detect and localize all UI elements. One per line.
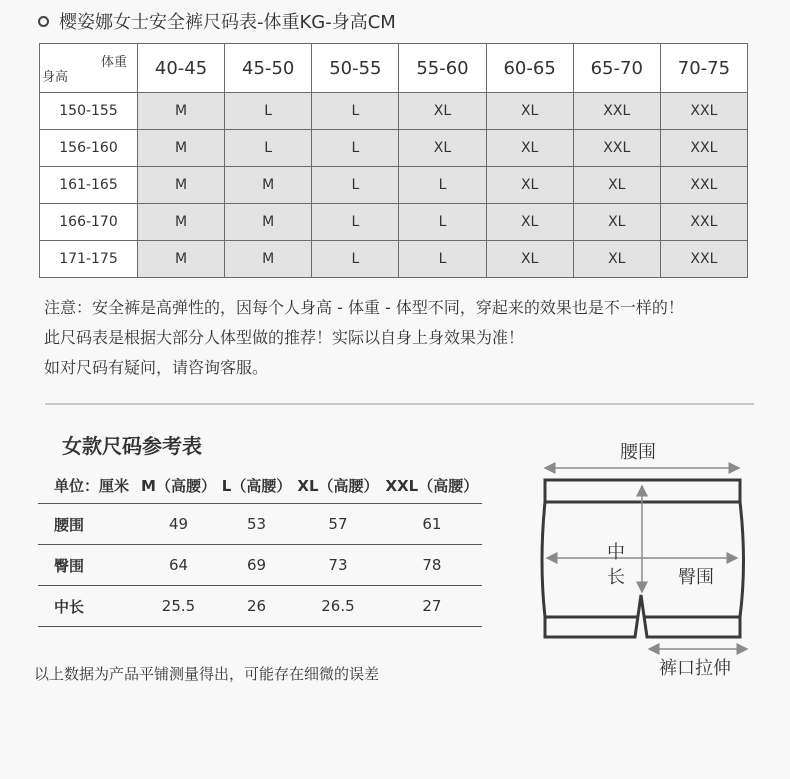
size-cell: M [225, 167, 312, 204]
size-cell: L [312, 130, 399, 167]
section-divider [45, 403, 754, 405]
size-cell: L [399, 167, 486, 204]
size-cell: L [399, 204, 486, 241]
measure-label: 臀围 [38, 545, 138, 586]
weight-header-label: 体重 [100, 55, 127, 70]
measure-value: 64 [138, 545, 219, 586]
table-row [40, 130, 748, 167]
note-line: 注意：安全裤是高弹性的，因每个人身高 - 体重 - 体型不同，穿起来的效果也是不一样的！ [44, 298, 684, 317]
measure-value: 57 [294, 504, 382, 545]
size-cell: XXL [573, 93, 660, 130]
measure-value: 73 [294, 545, 382, 586]
unit-label: 单位：厘米 [38, 467, 138, 504]
measure-value: 78 [382, 545, 482, 586]
size-cell: L [312, 93, 399, 130]
measure-value: 61 [382, 504, 482, 545]
weight-col-header: 55-60 [399, 44, 486, 93]
middle-length-label-2: 长 [607, 567, 625, 588]
note-line: 如对尺码有疑问，请咨询客服。 [44, 358, 269, 377]
height-row-header: 171-175 [40, 241, 138, 278]
size-cell: XXL [573, 130, 660, 167]
women-chart-title: 女款尺码参考表 [62, 434, 202, 458]
size-cell: XXL [660, 167, 747, 204]
size-cell: M [225, 204, 312, 241]
table-row [38, 586, 482, 627]
measure-value: 53 [219, 504, 294, 545]
size-cell: L [312, 204, 399, 241]
weight-col-header: 60-65 [486, 44, 573, 93]
size-cell: XL [399, 93, 486, 130]
weight-col-header: 45-50 [225, 44, 312, 93]
size-chart-table [39, 43, 748, 278]
size-cell: M [138, 204, 225, 241]
size-cell: XL [486, 241, 573, 278]
size-cell: M [138, 167, 225, 204]
size-cell: M [138, 130, 225, 167]
notes-block [44, 293, 684, 383]
height-row-header: 156-160 [40, 130, 138, 167]
corner-cell [40, 44, 138, 93]
table-row [38, 504, 482, 545]
note-line: 此尺码表是根据大部分人体型做的推荐！实际以自身上身效果为准！ [44, 328, 525, 347]
table-row [40, 93, 748, 130]
women-size-table [38, 467, 482, 627]
size-cell: L [312, 167, 399, 204]
chart-title-text: 樱姿娜女士安全裤尺码表-体重KG-身高CM [59, 12, 396, 33]
size-cell: L [225, 93, 312, 130]
size-cell: L [225, 130, 312, 167]
measure-value: 26 [219, 586, 294, 627]
shorts-diagram [537, 432, 752, 682]
size-cell: XXL [660, 130, 747, 167]
size-col-header: M（高腰） [138, 467, 219, 504]
table-row [40, 167, 748, 204]
size-cell: XL [399, 130, 486, 167]
size-cell: M [138, 241, 225, 278]
table-row [40, 204, 748, 241]
size-cell: XL [573, 167, 660, 204]
size-cell: L [399, 241, 486, 278]
size-col-header: L（高腰） [219, 467, 294, 504]
measure-label: 中长 [38, 586, 138, 627]
size-cell: XXL [660, 204, 747, 241]
hip-label: 臀围 [678, 567, 714, 588]
measure-value: 27 [382, 586, 482, 627]
height-row-header: 161-165 [40, 167, 138, 204]
height-header-label: 身高 [42, 70, 69, 85]
size-cell: XL [573, 241, 660, 278]
leg-stretch-label: 裤口拉伸 [659, 658, 731, 679]
size-cell: XL [486, 167, 573, 204]
height-row-header: 166-170 [40, 204, 138, 241]
height-row-header: 150-155 [40, 93, 138, 130]
size-cell: XL [573, 204, 660, 241]
bullet-circle-icon [38, 16, 49, 27]
measure-label: 腰围 [38, 504, 138, 545]
weight-col-header: 50-55 [312, 44, 399, 93]
size-cell: XL [486, 93, 573, 130]
measure-value: 26.5 [294, 586, 382, 627]
table-row [38, 545, 482, 586]
weight-col-header: 40-45 [138, 44, 225, 93]
size-col-header: XL（高腰） [294, 467, 382, 504]
size-cell: L [312, 241, 399, 278]
weight-col-header: 65-70 [573, 44, 660, 93]
size-col-header: XXL（高腰） [382, 467, 482, 504]
weight-col-header: 70-75 [660, 44, 747, 93]
waist-label: 腰围 [620, 442, 656, 463]
measure-value: 49 [138, 504, 219, 545]
table-row [40, 241, 748, 278]
size-cell: M [225, 241, 312, 278]
shorts-outline-icon [537, 432, 752, 682]
measure-value: 69 [219, 545, 294, 586]
middle-length-label-1: 中 [607, 542, 625, 563]
measure-value: 25.5 [138, 586, 219, 627]
chart-title [38, 8, 396, 34]
size-cell: XXL [660, 93, 747, 130]
size-chart-header-row [40, 44, 748, 93]
size-cell: XL [486, 130, 573, 167]
women-header-row [38, 467, 482, 504]
size-cell: M [138, 93, 225, 130]
size-cell: XL [486, 204, 573, 241]
size-cell: XXL [660, 241, 747, 278]
footnote: 以上数据为产品平铺测量得出，可能存在细微的误差 [34, 665, 380, 683]
